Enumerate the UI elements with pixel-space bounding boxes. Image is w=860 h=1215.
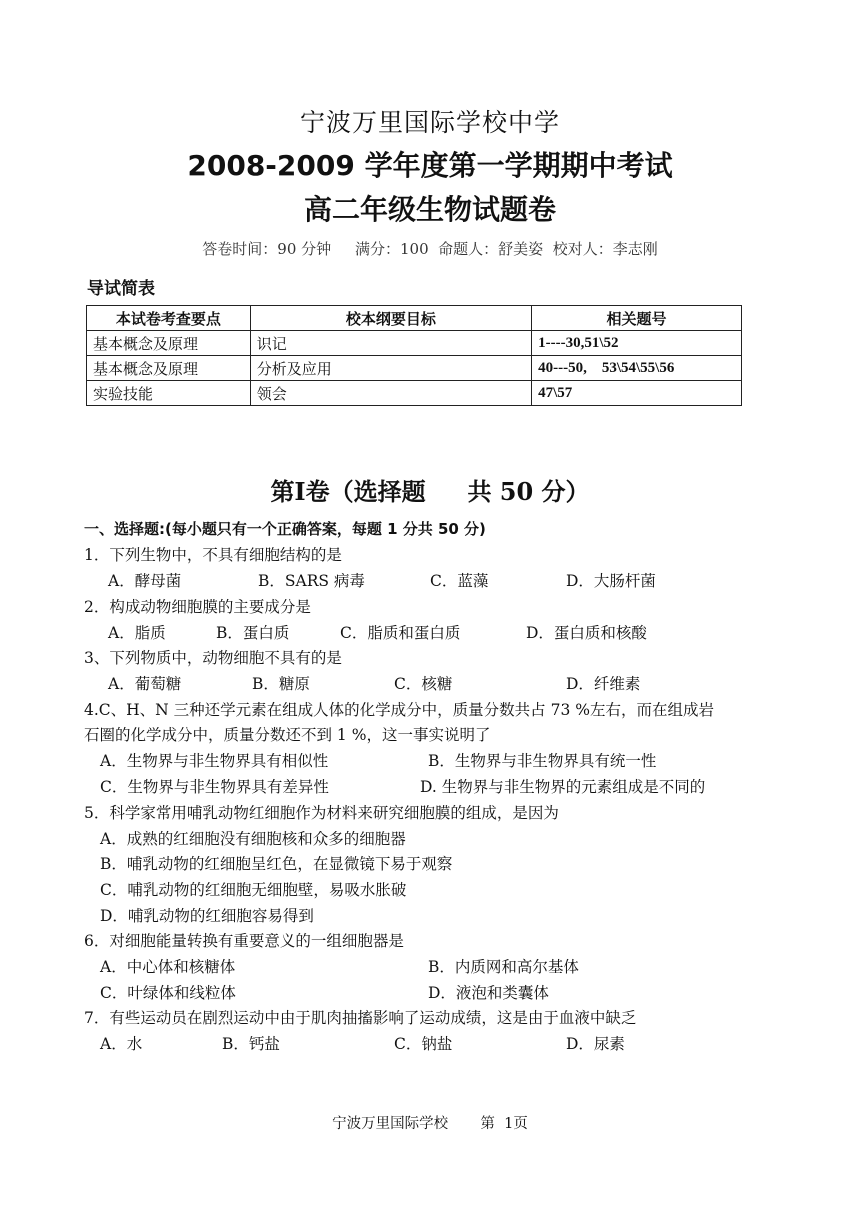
question-stem: 6．对细胞能量转换有重要意义的一组细胞器是 bbox=[84, 932, 404, 950]
school-name: 宁波万里国际学校中学 bbox=[299, 108, 560, 137]
question-option: C．哺乳动物的红细胞无细胞壁，易吸水胀破 bbox=[100, 881, 407, 899]
question-option: A．成熟的红细胞没有细胞核和众多的细胞器 bbox=[100, 830, 406, 848]
question-option: B．SARS 病毒 bbox=[258, 572, 365, 590]
question-option: B．内质网和高尔基体 bbox=[428, 958, 579, 976]
table-cell: 47\57 bbox=[532, 381, 742, 406]
question-option: A．生物界与非生物界具有相似性 bbox=[100, 752, 329, 770]
page-footer: 宁波万里国际学校 第 1页 bbox=[332, 1116, 528, 1132]
column-header: 本试卷考查要点 bbox=[87, 306, 251, 331]
table-cell: 1----30,51\52 bbox=[532, 331, 742, 356]
question-option: C．脂质和蛋白质 bbox=[340, 624, 461, 642]
question-option: D．尿素 bbox=[566, 1035, 625, 1053]
question-stem: 7．有些运动员在剧烈运动中由于肌肉抽搐影响了运动成绩，这是由于血液中缺乏 bbox=[84, 1009, 637, 1027]
question-option: C．核糖 bbox=[394, 675, 453, 693]
guide-title: 导试简表 bbox=[87, 279, 155, 299]
exam-meta: 答卷时间：90 分钟 满分：100 命题人：舒美姿 校对人：李志刚 bbox=[202, 240, 658, 258]
question-option: D．液泡和类囊体 bbox=[428, 984, 549, 1002]
table-cell: 领会 bbox=[250, 381, 531, 406]
question-stem: 2．构成动物细胞膜的主要成分是 bbox=[84, 598, 311, 616]
question-option: C．钠盐 bbox=[394, 1035, 453, 1053]
question-option: A．脂质 bbox=[108, 624, 166, 642]
question-stem: 1．下列生物中，不具有细胞结构的是 bbox=[84, 546, 342, 564]
column-header: 相关题号 bbox=[532, 306, 742, 331]
table-row bbox=[87, 381, 742, 406]
question-option: D．纤维素 bbox=[566, 675, 641, 693]
section-instruction: 一、选择题:(每小题只有一个正确答案，每题 1 分共 50 分) bbox=[84, 520, 486, 538]
question-option: B．哺乳动物的红细胞呈红色，在显微镜下易于观察 bbox=[100, 855, 453, 873]
table-row bbox=[87, 356, 742, 381]
question-option: C．蓝藻 bbox=[430, 572, 489, 590]
exam-title: 2008-2009 学年度第一学期期中考试 bbox=[187, 149, 673, 182]
table-cell: 基本概念及原理 bbox=[87, 356, 251, 381]
guide-table bbox=[86, 305, 742, 406]
question-option: D．蛋白质和核酸 bbox=[526, 624, 647, 642]
table-cell: 识记 bbox=[250, 331, 531, 356]
paper-title: 高二年级生物试题卷 bbox=[303, 193, 556, 226]
question-option: D．大肠杆菌 bbox=[566, 572, 656, 590]
question-option: C．生物界与非生物界具有差异性 bbox=[100, 778, 329, 796]
table-cell: 实验技能 bbox=[87, 381, 251, 406]
question-option: A．酵母菌 bbox=[108, 572, 182, 590]
table-row bbox=[87, 331, 742, 356]
question-option: A．葡萄糖 bbox=[108, 675, 182, 693]
question-option: D. 生物界与非生物界的元素组成是不同的 bbox=[420, 778, 706, 796]
column-header: 校本纲要目标 bbox=[250, 306, 531, 331]
question-option: B．钙盐 bbox=[222, 1035, 280, 1053]
question-option: C．叶绿体和线粒体 bbox=[100, 984, 236, 1002]
table-header-row bbox=[87, 306, 742, 331]
question-option: B．蛋白质 bbox=[216, 624, 290, 642]
question-option: B．生物界与非生物界具有统一性 bbox=[428, 752, 657, 770]
question-option: A．中心体和核糖体 bbox=[100, 958, 236, 976]
question-stem: 4.C、H、N 三种还学元素在组成人体的化学成分中，质量分数共占 73 %左右，而在组成岩 bbox=[84, 701, 714, 719]
table-cell: 分析及应用 bbox=[250, 356, 531, 381]
question-stem-continued: 石圈的化学成分中，质量分数还不到 1 %，这一事实说明了 bbox=[84, 726, 491, 744]
question-option: D．哺乳动物的红细胞容易得到 bbox=[100, 907, 314, 925]
part-title: 第Ⅰ卷（选择题 共 50 分） bbox=[270, 477, 590, 506]
question-stem: 3、下列物质中，动物细胞不具有的是 bbox=[84, 649, 342, 667]
table-cell: 基本概念及原理 bbox=[87, 331, 251, 356]
question-option: A．水 bbox=[100, 1035, 143, 1053]
question-option: B．糖原 bbox=[252, 675, 310, 693]
table-cell: 40---50, 53\54\55\56 bbox=[532, 356, 742, 381]
question-stem: 5．科学家常用哺乳动物红细胞作为材料来研究细胞膜的组成，是因为 bbox=[84, 804, 559, 822]
